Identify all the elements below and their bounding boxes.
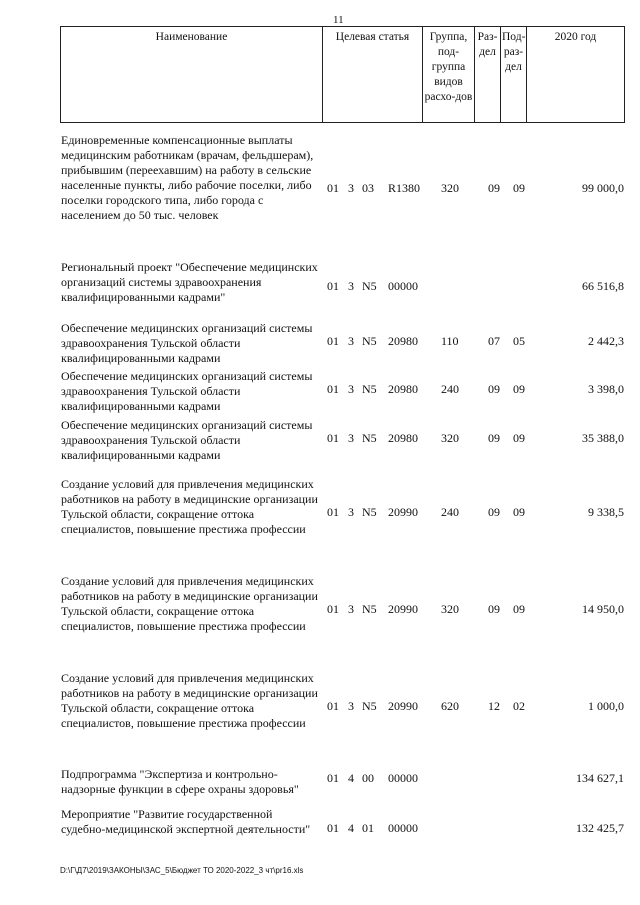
amount: 2 442,3: [588, 334, 624, 348]
code-4: 00000: [388, 821, 418, 835]
header-year: 2020 год: [527, 27, 625, 123]
code-3: N5: [362, 602, 377, 616]
row-name: Региональный проект "Обеспечение медицинских организаций системы здравоохранения квалифицированными кадрами": [61, 260, 318, 304]
code-4: 20990: [388, 602, 418, 616]
row-name: Подпрограмма "Экспертиза и контрольно-надзорные функции в сфере охраны здоровья": [61, 767, 299, 796]
code-2: 4: [348, 821, 354, 835]
amount: 132 425,7: [576, 821, 624, 835]
subsection-code: 09: [513, 505, 525, 519]
row-name: Обеспечение медицинских организаций системы здравоохранения Тульской области квалифицированными кадрами: [61, 369, 313, 413]
code-3: 01: [362, 821, 374, 835]
code-1: 01: [327, 821, 339, 835]
code-3: N5: [362, 431, 377, 445]
subsection-code: 09: [513, 382, 525, 396]
code-2: 3: [348, 505, 354, 519]
group-code: 320: [441, 431, 459, 445]
section-code: 09: [488, 181, 500, 195]
amount: 9 338,5: [588, 505, 624, 519]
group-code: 110: [441, 334, 459, 348]
code-1: 01: [327, 602, 339, 616]
group-code: 320: [441, 181, 459, 195]
header-name: Наименование: [61, 27, 323, 123]
code-1: 01: [327, 334, 339, 348]
group-code: 240: [441, 382, 459, 396]
code-1: 01: [327, 181, 339, 195]
group-code: 620: [441, 699, 459, 713]
code-4: 20990: [388, 505, 418, 519]
code-1: 01: [327, 699, 339, 713]
group-code: 240: [441, 505, 459, 519]
amount: 134 627,1: [576, 771, 624, 785]
section-code: 12: [488, 699, 500, 713]
code-1: 01: [327, 431, 339, 445]
code-2: 3: [348, 181, 354, 195]
header-group: Группа, под-группа видов расхо-дов: [423, 27, 475, 123]
code-2: 3: [348, 431, 354, 445]
code-4: 00000: [388, 771, 418, 785]
row-name: Единовременные компенсационные выплаты медицинским работникам (врачам, фельдшерам), прибывшим (переехавшим) на работу в сельские населенные пункты, либо рабочие поселки, либо поселки городского типа, либо города с населением до 50 тыс. человек: [61, 133, 314, 222]
code-2: 4: [348, 771, 354, 785]
amount: 35 388,0: [582, 431, 624, 445]
code-4: 20980: [388, 382, 418, 396]
row-name: Обеспечение медицинских организаций системы здравоохранения Тульской области квалифицированными кадрами: [61, 418, 313, 462]
table-header: [60, 26, 625, 123]
header-section: Раз-дел: [475, 27, 501, 123]
code-4: 00000: [388, 279, 418, 293]
row-name: Создание условий для привлечения медицинских работников на работу в медицинские организации Тульской области, сокращение оттока специалистов, повышение престижа профессии: [61, 477, 318, 536]
code-3: N5: [362, 279, 377, 293]
subsection-code: 09: [513, 181, 525, 195]
code-4: 20990: [388, 699, 418, 713]
code-3: N5: [362, 334, 377, 348]
code-3: 03: [362, 181, 374, 195]
code-3: N5: [362, 382, 377, 396]
row-name: Создание условий для привлечения медицинских работников на работу в медицинские организации Тульской области, сокращение оттока специалистов, повышение престижа профессии: [61, 574, 318, 633]
group-code: 320: [441, 602, 459, 616]
code-1: 01: [327, 279, 339, 293]
header-subsection: Под-раз-дел: [501, 27, 527, 123]
row-name: Мероприятие "Развитие государственной судебно-медицинской экспертной деятельности": [61, 807, 311, 836]
code-2: 3: [348, 602, 354, 616]
section-code: 09: [488, 431, 500, 445]
code-2: 3: [348, 699, 354, 713]
section-code: 09: [488, 505, 500, 519]
subsection-code: 09: [513, 431, 525, 445]
header-article: Целевая статья: [323, 27, 423, 123]
subsection-code: 09: [513, 602, 525, 616]
amount: 99 000,0: [582, 181, 624, 195]
subsection-code: 05: [513, 334, 525, 348]
code-1: 01: [327, 382, 339, 396]
section-code: 09: [488, 382, 500, 396]
code-3: N5: [362, 505, 377, 519]
code-2: 3: [348, 382, 354, 396]
amount: 3 398,0: [588, 382, 624, 396]
code-4: 20980: [388, 334, 418, 348]
file-path-footer: D:\Г\Д7\2019\ЗАКОНЫ\ЗАС_5\Бюджет ТО 2020-2022_3 чт\pr16.xls: [60, 866, 304, 875]
amount: 14 950,0: [582, 602, 624, 616]
section-code: 09: [488, 602, 500, 616]
amount: 1 000,0: [588, 699, 624, 713]
subsection-code: 02: [513, 699, 525, 713]
code-3: 00: [362, 771, 374, 785]
code-1: 01: [327, 771, 339, 785]
section-code: 07: [488, 334, 500, 348]
code-2: 3: [348, 279, 354, 293]
code-1: 01: [327, 505, 339, 519]
code-4: 20980: [388, 431, 418, 445]
row-name: Обеспечение медицинских организаций системы здравоохранения Тульской области квалифицированными кадрами: [61, 321, 313, 365]
code-2: 3: [348, 334, 354, 348]
row-name: Создание условий для привлечения медицинских работников на работу в медицинские организации Тульской области, сокращение оттока специалистов, повышение престижа профессии: [61, 671, 318, 730]
amount: 66 516,8: [582, 279, 624, 293]
page-number: 11: [333, 14, 344, 26]
code-3: N5: [362, 699, 377, 713]
code-4: R1380: [388, 181, 421, 195]
